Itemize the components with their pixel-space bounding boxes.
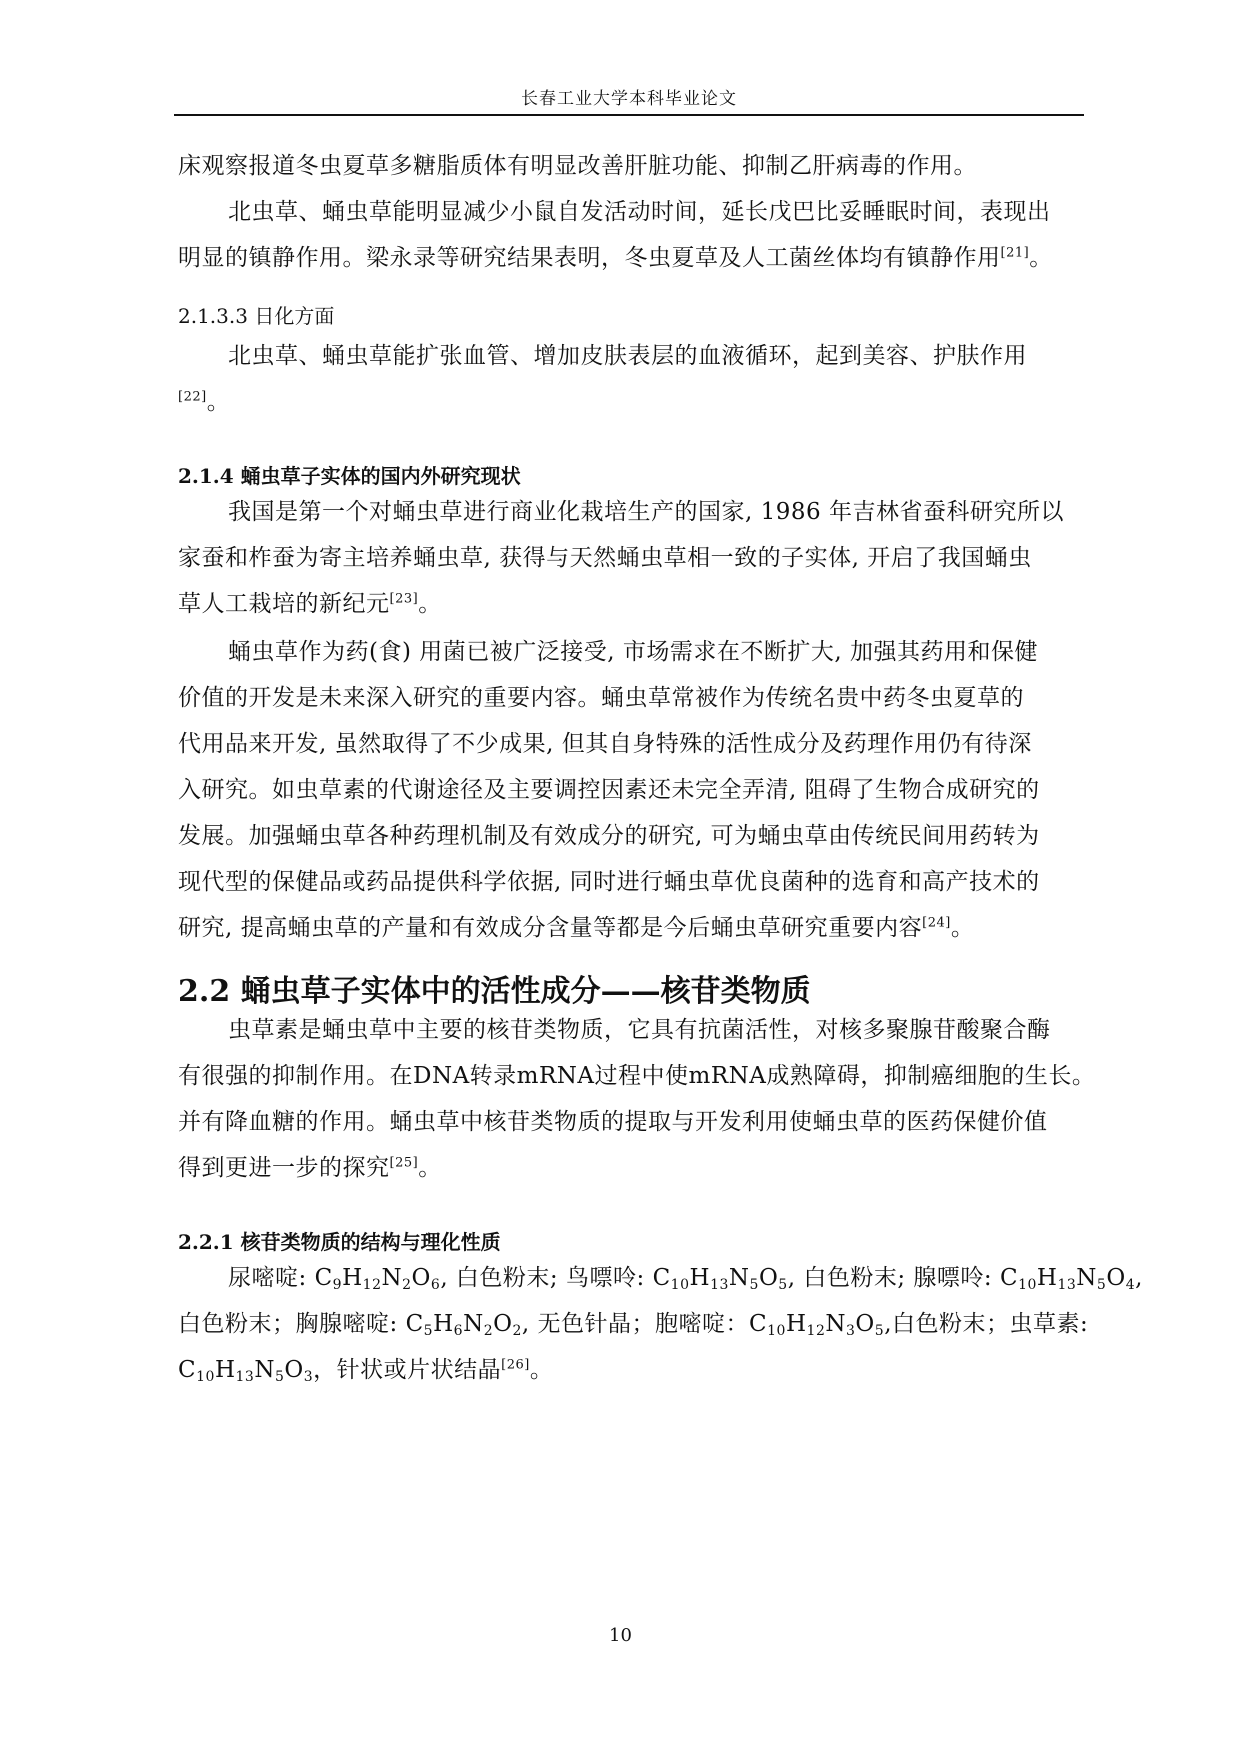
text: 尿嘧啶: [228,1265,315,1291]
text: 。 [950,915,975,941]
text: 。 [418,1155,442,1181]
paragraph-line: 虫草素是蛹虫草中主要的核苷类物质，它具有抗菌活性，对核多聚腺苷酸聚合酶 [228,1017,1051,1043]
paragraph-line: 价值的开发是未来深入研究的重要内容。蛹虫草常被作为传统名贵中药冬虫夏草的 [178,685,1024,711]
paragraph-line: 北虫草、蛹虫草能明显减少小鼠自发活动时间，延长戊巴比妥睡眠时间，表现出 [228,199,1051,225]
text: 。 [529,1357,554,1383]
formula-uracil: $C_9H_{12}N_2O_6$ [314,1265,441,1293]
paragraph-line: 家蚕和柞蚕为寄主培养蛹虫草, 获得与天然蛹虫草相一致的子实体, 开启了我国蛹虫 [178,545,1032,571]
paragraph-line [178,242,1053,274]
citation: [24] [922,915,951,931]
text: 。 [1029,245,1053,271]
section-heading: 2.2.1 核苷类物质的结构与理化性质 [178,1230,501,1254]
paragraph-line [228,1262,1143,1294]
paragraph-line [178,1354,553,1386]
text: ,白色粉末；虫草素: [884,1311,1089,1337]
text: , 白色粉末; 腺嘌呤: [787,1265,1000,1291]
paragraph-line: 北虫草、蛹虫草能扩张血管、增加皮肤表层的血液循环，起到美容、护肤作用 [228,343,1027,369]
formula-cordycepin: $C_{10}H_{13}N_5O_3$ [178,1357,314,1385]
paragraph-line: 我国是第一个对蛹虫草进行商业化栽培生产的国家, 1986 年吉林省蚕科研究所以 [228,499,1064,525]
paragraph-line: 有很强的抑制作用。在DNA转录mRNA过程中使mRNA成熟障碍，抑制癌细胞的生长。 [178,1063,1096,1089]
text: , [1135,1265,1143,1291]
running-header: 长春工业大学本科毕业论文 [521,89,737,109]
citation: [21] [1000,245,1030,261]
paragraph-line: 代用品来开发, 虽然取得了不少成果, 但其自身特殊的活性成分及药理作用仍有待深 [178,731,1032,757]
citation: [26] [501,1357,530,1373]
citation: [23] [389,591,419,607]
paragraph-line [178,912,974,944]
text: 。 [418,591,442,617]
text: ，针状或片状结晶 [313,1357,502,1383]
text: 研究, 提高蛹虫草的产量和有效成分含量等都是今后蛹虫草研究重要内容 [178,915,923,941]
text: 。 [206,389,231,415]
paragraph-line: 入研究。如虫草素的代谢途径及主要调控因素还未完全弄清, 阻碍了生物合成研究的 [178,777,1040,803]
paragraph-line: 蛹虫草作为药(食) 用菌已被广泛接受, 市场需求在不断扩大, 加强其药用和保健 [228,639,1039,665]
formula-guanine: $C_{10}H_{13}N_5O_5$ [652,1265,788,1293]
paragraph-line: 现代型的保健品或药品提供科学依据, 同时进行蛹虫草优良菌种的选育和高产技术的 [178,869,1040,895]
header-rule [174,114,1084,116]
citation: [22] [178,389,207,405]
paragraph-line [178,1152,442,1184]
citation: [25] [389,1155,419,1171]
text: , 无色针晶；胞嘧啶： [521,1311,750,1337]
paragraph-line [178,1308,1088,1340]
paragraph-line: 发展。加强蛹虫草各种药理机制及有效成分的研究, 可为蛹虫草由传统民间用药转为 [178,823,1040,849]
subsection-heading: 2.1.3.3 日化方面 [178,304,335,328]
text: 白色粉末；胸腺嘧啶: [178,1311,406,1337]
formula-cytosine: $C_{10}H_{12}N_3O_5$ [749,1311,885,1339]
section-heading: 2.1.4 蛹虫草子实体的国内外研究现状 [178,464,521,488]
paragraph-line [178,588,442,620]
paragraph-line: 床观察报道冬虫夏草多糖脂质体有明显改善肝脏功能、抑制乙肝病毒的作用。 [178,153,977,179]
formula-adenine: $C_{10}H_{13}N_5O_4$ [999,1265,1136,1293]
text: 草人工栽培的新纪元 [178,591,390,617]
paragraph-line: 并有降血糖的作用。蛹虫草中核苷类物质的提取与开发利用使蛹虫草的医药保健价值 [178,1109,1048,1135]
section-heading: 2.2 蛹虫草子实体中的活性成分——核苷类物质 [178,974,811,1009]
page-number: 10 [609,1625,632,1646]
text: , 白色粉末; 鸟嘌呤: [440,1265,653,1291]
text: 得到更进一步的探究 [178,1155,390,1181]
paragraph-line [178,386,230,418]
text: 明显的镇静作用。梁永录等研究结果表明，冬虫夏草及人工菌丝体均有镇静作用 [178,245,1001,271]
formula-thymine: $C_5H_6N_2O_2$ [405,1311,522,1339]
